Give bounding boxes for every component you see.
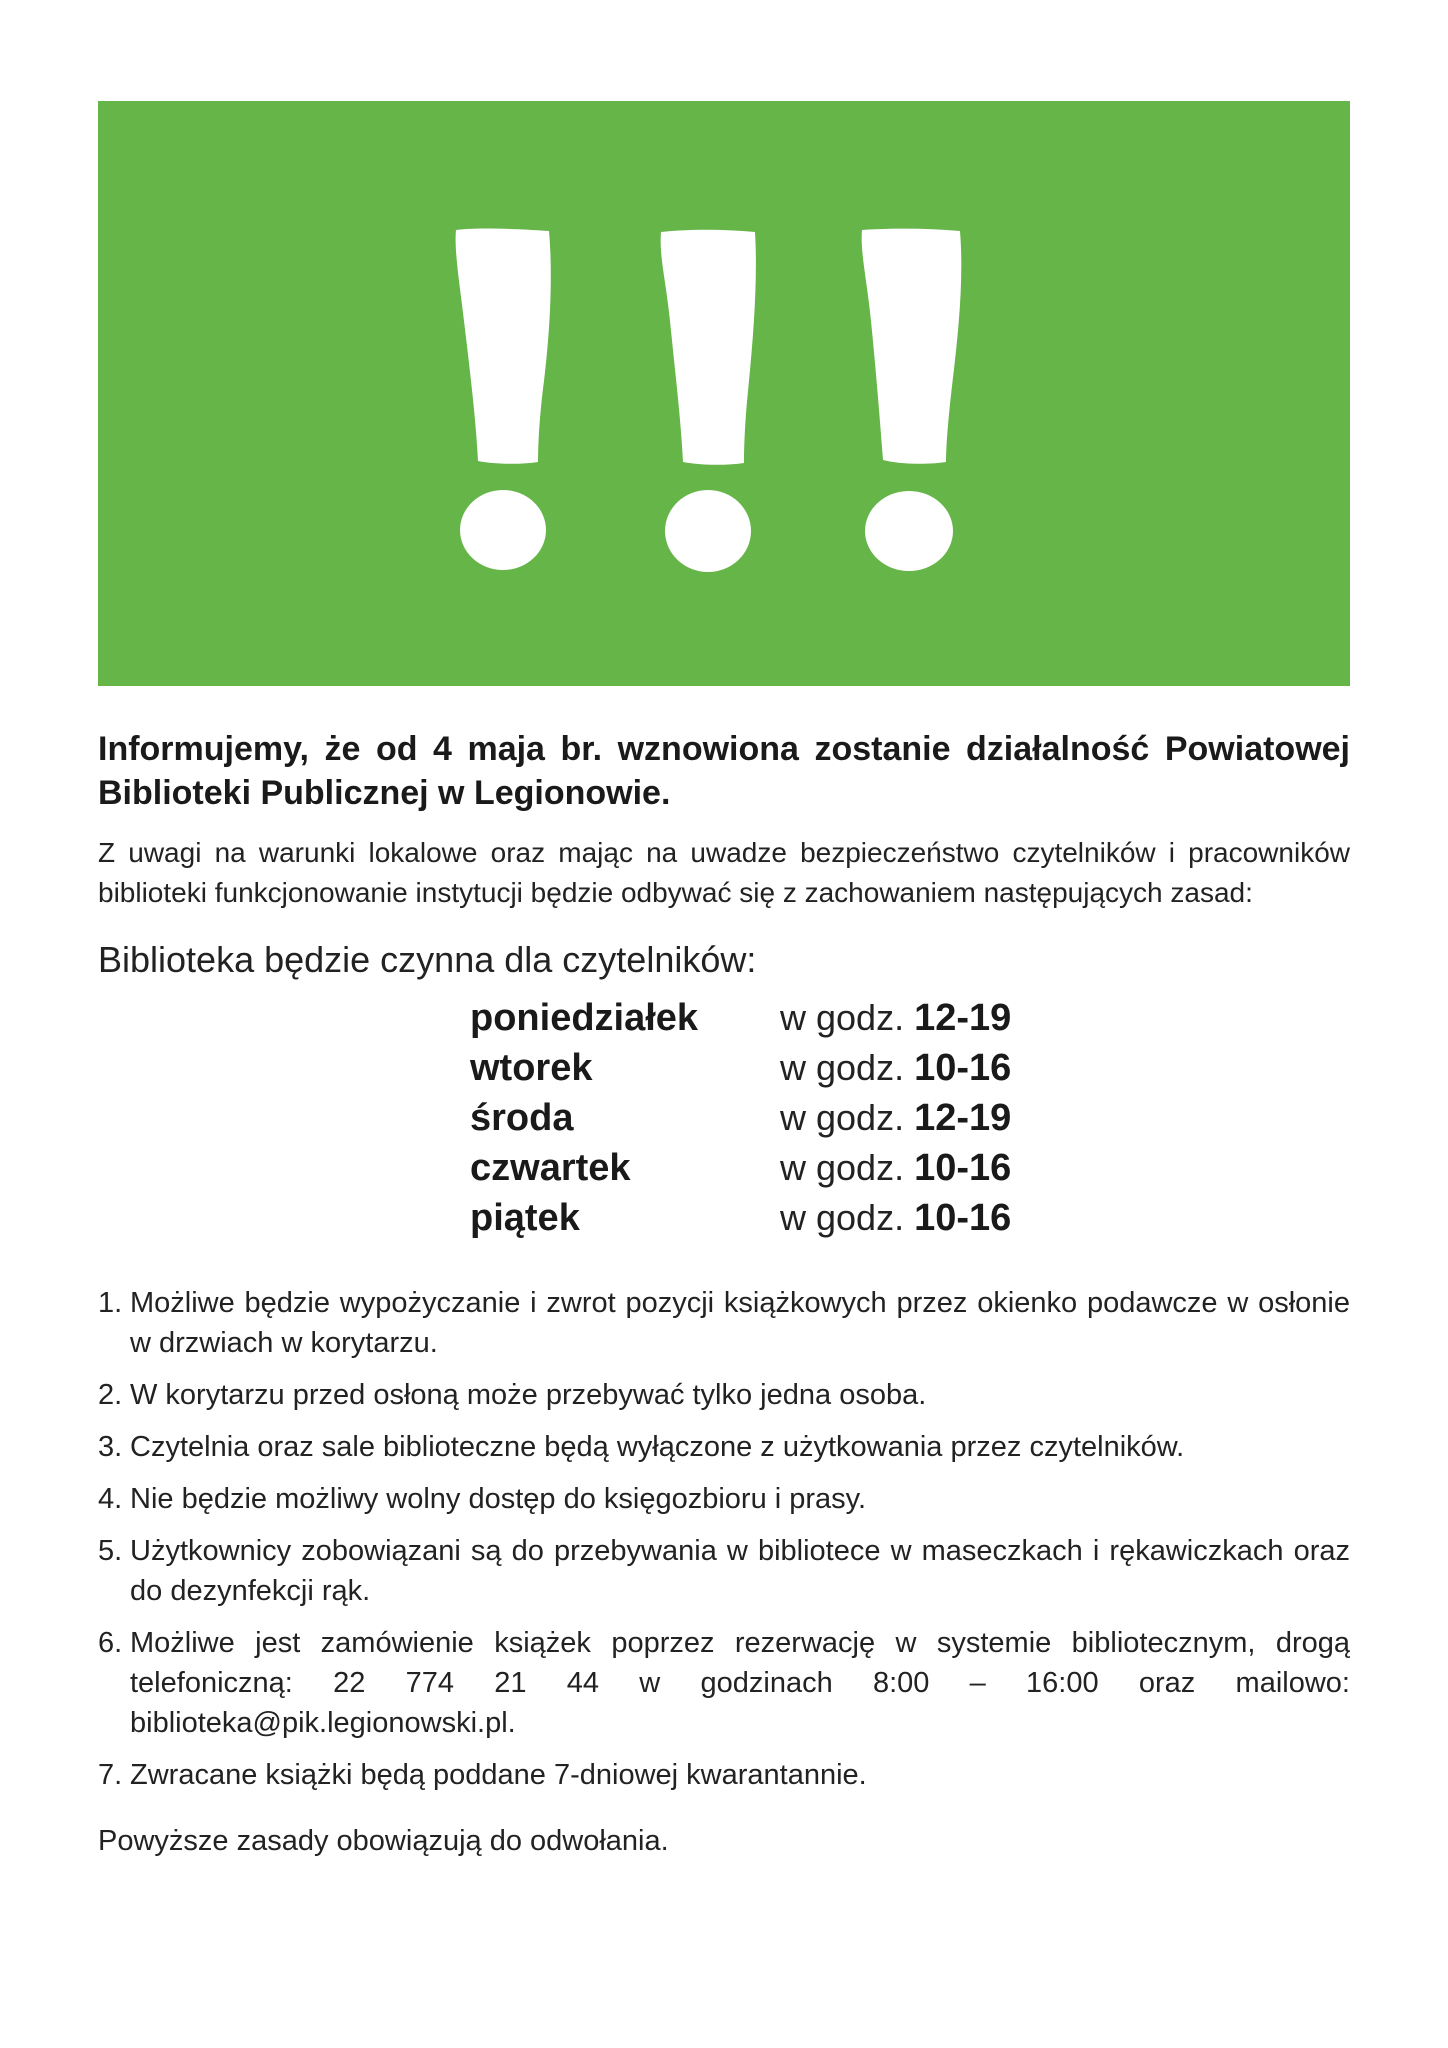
schedule-row — [470, 1093, 1090, 1143]
schedule-day: piątek — [470, 1196, 580, 1239]
rule-text: Czytelnia oraz sale biblioteczne będą wyłączone z użytkowania przez czytelników. — [130, 1431, 1185, 1463]
rule-number: 1. — [98, 1287, 123, 1319]
schedule-hours: 10-16 — [914, 1146, 1012, 1189]
rule-item — [98, 1427, 1350, 1467]
schedule-hours-prefix: w godz. — [780, 997, 905, 1038]
exclamation-icon-3 — [862, 229, 962, 464]
schedule-hours: 10-16 — [914, 1196, 1012, 1239]
rule-item — [98, 1283, 1350, 1363]
schedule-row — [470, 1143, 1090, 1193]
rule-item — [98, 1479, 1350, 1519]
rule-text: W korytarzu przed osłoną może przebywać tylko jedna osoba. — [130, 1379, 927, 1411]
rule-number: 5. — [98, 1535, 123, 1567]
rule-item — [98, 1623, 1350, 1743]
rule-number: 2. — [98, 1379, 123, 1411]
footer-note: Powyższe zasady obowiązują do odwołania. — [98, 1825, 669, 1857]
schedule-row — [470, 1043, 1090, 1093]
rule-item — [98, 1375, 1350, 1415]
rule-text: Użytkownicy zobowiązani są do przebywania w bibliotece w maseczkach i rękawiczkach oraz do dezynfekcji rąk. — [130, 1535, 1350, 1607]
schedule-day: poniedziałek — [470, 996, 699, 1039]
schedule-day: środa — [470, 1096, 574, 1139]
rule-text: Możliwe jest zamówienie książek poprzez rezerwację w systemie bibliotecznym, drogą telefoniczną: 22 774 21 44 w godzinach 8:00 – 16:00 oraz mailowo: biblioteka@pik.legionowski.pl. — [130, 1627, 1350, 1739]
rule-item — [98, 1755, 1350, 1795]
exclamation-icon-2 — [661, 230, 756, 465]
exclamation-dot-3 — [865, 491, 953, 571]
schedule-day: wtorek — [470, 1046, 593, 1089]
schedule-row — [470, 1193, 1090, 1243]
rule-number: 6. — [98, 1627, 123, 1659]
intro-paragraph: Z uwagi na warunki lokalowe oraz mając na uwadze bezpieczeństwo czytelników i pracowników biblioteki funkcjonowanie instytucji będzie odbywać się z zachowaniem następujących zasad: — [98, 837, 1350, 908]
rule-text: Nie będzie możliwy wolny dostęp do księgozbioru i prasy. — [130, 1483, 867, 1515]
opening-hours-lead: Biblioteka będzie czynna dla czytelników: — [98, 939, 757, 980]
rule-item — [98, 1531, 1350, 1611]
rule-number: 3. — [98, 1431, 123, 1463]
exclamation-dot-1 — [460, 490, 546, 570]
schedule-hours-prefix: w godz. — [780, 1097, 905, 1138]
exclamation-dot-2 — [665, 490, 751, 572]
schedule-hours: 12-19 — [914, 1096, 1012, 1139]
rule-text: Zwracane książki będą poddane 7-dniowej kwarantannie. — [130, 1759, 867, 1791]
schedule-hours-prefix: w godz. — [780, 1047, 905, 1088]
notice-content — [98, 727, 1350, 1861]
rule-text: Możliwe będzie wypożyczanie i zwrot pozycji książkowych przez okienko podawcze w osłonie w drzwiach w korytarzu. — [130, 1287, 1350, 1359]
schedule-hours-prefix: w godz. — [780, 1197, 905, 1238]
headline: Informujemy, że od 4 maja br. wznowiona zostanie działalność Powiatowej Biblioteki Publicznej w Legionowie. — [98, 730, 1350, 812]
schedule-day: czwartek — [470, 1146, 631, 1189]
opening-hours-schedule — [470, 993, 1090, 1243]
schedule-hours: 10-16 — [914, 1046, 1012, 1089]
schedule-hours: 12-19 — [914, 996, 1012, 1039]
exclamation-marks-icon — [98, 101, 1350, 686]
rule-number: 7. — [98, 1759, 123, 1791]
schedule-row — [470, 993, 1090, 1043]
schedule-hours-prefix: w godz. — [780, 1147, 905, 1188]
exclamation-icon-1 — [456, 228, 551, 463]
banner — [98, 101, 1350, 686]
rules-list — [98, 1283, 1350, 1795]
rule-number: 4. — [98, 1483, 123, 1515]
